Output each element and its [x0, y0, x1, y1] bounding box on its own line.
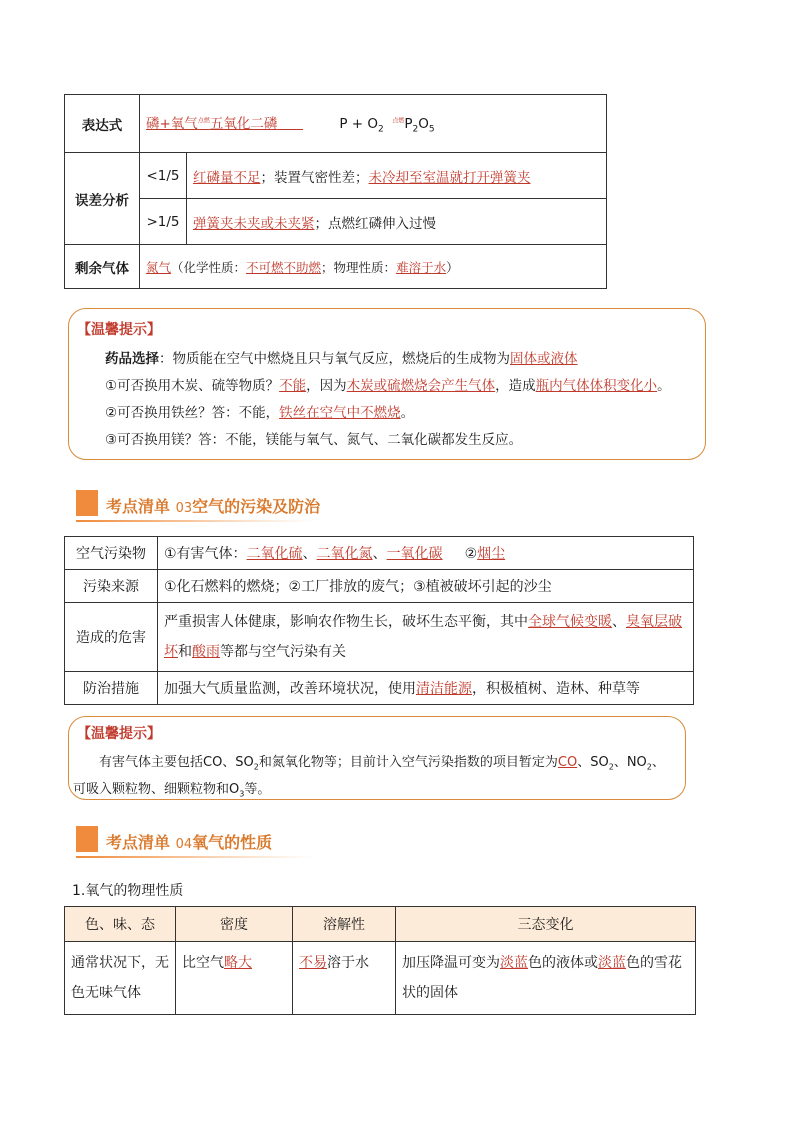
cell-text: 等都与空气污染有关 — [220, 644, 346, 660]
cell-red: 臭氧层破坏 — [164, 614, 682, 660]
cell-appearance: 通常状况下，无色无味气体 — [65, 942, 176, 1015]
formula-right-o: O — [418, 116, 429, 133]
cell-text: 比空气 — [182, 955, 224, 971]
section-underline — [76, 856, 316, 858]
reaction-summary-table — [64, 94, 607, 289]
tip-text: ：物质能在空气中燃烧且只与氧气反应，燃烧后的生成物为 — [159, 351, 510, 367]
tip-red: 不能 — [279, 378, 307, 394]
cell-text: 色的雪花状的固体 — [402, 955, 682, 1001]
tip-line-4: ③可否换用镁？答：不能，镁能与氧气、氮气、二氧化碳都发生反应。 — [105, 432, 523, 448]
remaining-gas-cell — [140, 245, 607, 289]
tip-red: 木炭或硫燃烧会产生气体 — [346, 378, 496, 394]
cell-text: ①有害气体： — [164, 546, 247, 562]
remaining-gas-label: 剩余气体 — [65, 245, 140, 289]
gas-red: 不可燃不助燃 — [246, 259, 322, 275]
sub-heading: 1.氧气的物理性质 — [72, 883, 184, 899]
tip-line-3 — [105, 401, 414, 421]
tip-text: 、NO — [613, 755, 647, 770]
tip-title: 【温馨提示】 — [77, 726, 161, 742]
tip-text: 、SO — [577, 755, 609, 770]
section-name: 空气的污染及防治 — [192, 497, 321, 516]
less-than-label: <1/5 — [140, 153, 187, 199]
cell-text: 和 — [178, 644, 192, 660]
gas-red: 难溶于水 — [396, 259, 447, 275]
cell-text: ，积极植树、造林、种草等 — [472, 681, 640, 697]
sources-label: 污染来源 — [65, 570, 158, 603]
gas-text: ；物理性质： — [321, 259, 397, 275]
tip-text: 可吸入颗粒物、细颗粒物和O — [73, 782, 240, 797]
section-label: 考点清单 — [106, 833, 171, 852]
cell-text: 、 — [372, 546, 387, 562]
cell-red: 烟尘 — [477, 546, 506, 562]
tip-sub: 3 — [239, 789, 245, 799]
cell-red: 全球气候变暖 — [528, 614, 612, 630]
gas-text: ） — [446, 259, 459, 275]
greater-than-label: >1/5 — [140, 199, 187, 245]
tip-sub: 2 — [646, 762, 652, 772]
tip-red: 铁丝在空气中不燃烧 — [279, 405, 401, 421]
tip-text: 。 — [657, 378, 671, 394]
section-underline — [76, 520, 316, 522]
formula-sub: 2 — [378, 124, 384, 135]
formula-condition: 点燃 — [392, 117, 405, 125]
word-equation-right: 五氧化二磷 — [209, 116, 278, 133]
pollutants-label: 空气污染物 — [65, 537, 158, 570]
tip-text: 有害气体主要包括CO、SO — [99, 755, 254, 770]
cell-density — [176, 942, 293, 1015]
tip-line-2 — [105, 374, 671, 394]
cell-text: 加强大气质量监测，改善环境状况，使用 — [164, 681, 416, 697]
tip-text: 等。 — [244, 782, 271, 797]
cell-red: 一氧化碳 — [386, 546, 443, 562]
word-equation-left: 磷+氧气 — [146, 116, 198, 133]
cell-solubility — [293, 942, 396, 1015]
pollutants-cell — [158, 537, 694, 570]
col-header-states: 三态变化 — [396, 907, 696, 942]
formula-right-p: P — [404, 116, 413, 133]
tip-text: ，因为 — [306, 378, 347, 394]
word-condition: 点燃 — [197, 117, 210, 125]
error-analysis-label: 误差分析 — [65, 153, 140, 245]
cell-red: 淡蓝 — [598, 955, 626, 971]
tip-line-1 — [99, 751, 665, 772]
cell-red: 二氧化氮 — [316, 546, 373, 562]
cell-text: 、 — [302, 546, 317, 562]
section-name: 氧气的性质 — [192, 833, 273, 852]
greater-than-causes — [187, 199, 607, 245]
cell-red: 略大 — [224, 955, 252, 971]
cell-red: 二氧化硫 — [246, 546, 303, 562]
sources-cell: ①化石燃料的燃烧；②工厂排放的废气；③植被破坏引起的沙尘 — [158, 570, 694, 603]
cause-red: 未冷却至室温就打开弹簧夹 — [368, 169, 531, 186]
section-number: 03 — [175, 501, 193, 516]
tip-text: ①可否换用木炭、硫等物质？ — [105, 378, 280, 394]
tip-text: 和氮氧化物等；目前计入空气污染指数的项目暂定为 — [258, 755, 558, 770]
harm-label: 造成的危害 — [65, 603, 158, 672]
col-header-solubility: 溶解性 — [293, 907, 396, 942]
section-number: 04 — [175, 837, 193, 852]
cell-red: 酸雨 — [192, 644, 220, 660]
tip-sub: 2 — [253, 762, 259, 772]
tip-red: 固体或液体 — [510, 351, 578, 367]
prevention-label: 防治措施 — [65, 672, 158, 705]
formula-sub: 2 — [412, 124, 419, 135]
cell-text: 溶于水 — [327, 955, 369, 971]
cause-text: ；点燃红磷伸入过慢 — [314, 215, 436, 232]
cell-text: 色的液体或 — [528, 955, 598, 971]
section-bar — [76, 490, 98, 516]
tip-text: ，造成 — [495, 378, 536, 394]
tip-title: 【温馨提示】 — [77, 322, 161, 338]
prevention-cell — [158, 672, 694, 705]
tip-red: 瓶内气体体积变化小 — [535, 378, 658, 394]
less-than-causes — [187, 153, 607, 199]
cause-text: ；装置气密性差； — [260, 169, 369, 186]
cell-red: 不易 — [299, 955, 327, 971]
expression-cell — [140, 95, 607, 153]
section-heading-03 — [76, 490, 376, 530]
gas-name: 氮气 — [146, 259, 172, 275]
section-title — [106, 494, 320, 517]
section-bar — [76, 826, 98, 852]
tip-text: 、 — [651, 755, 665, 770]
tip-red: CO — [557, 755, 578, 770]
section-label: 考点清单 — [106, 497, 171, 516]
cell-text: 严重损害人体健康，影响农作物生长，破坏生态平衡，其中 — [164, 614, 528, 630]
harm-cell — [158, 603, 694, 672]
section-heading-04 — [76, 826, 376, 866]
word-equation — [146, 116, 303, 132]
tip-box-1 — [68, 308, 706, 460]
tip-text: ②可否换用铁丝？答：不能， — [105, 405, 280, 421]
cell-red: 清洁能源 — [416, 681, 472, 697]
gas-text: （化学性质： — [171, 259, 247, 275]
col-header-appearance: 色、味、态 — [65, 907, 176, 942]
cause-red: 弹簧夹未夹或未夹紧 — [193, 215, 315, 232]
tip-line-1 — [105, 347, 578, 367]
cell-states — [396, 942, 696, 1015]
expression-label: 表达式 — [65, 95, 140, 153]
tip-box-2 — [68, 716, 686, 800]
tip-line-2 — [73, 778, 271, 799]
cell-red: 淡蓝 — [500, 955, 528, 971]
chemical-equation — [339, 116, 435, 135]
tip-sub: 2 — [608, 762, 614, 772]
formula-sub: 5 — [428, 124, 435, 135]
tip-text: 。 — [400, 405, 415, 421]
cell-text: 加压降温可变为 — [402, 955, 500, 971]
cell-text: ② — [464, 546, 478, 562]
section-title — [106, 830, 272, 853]
air-pollution-table — [64, 536, 694, 705]
tip-bold: 药品选择 — [105, 351, 159, 367]
col-header-density: 密度 — [176, 907, 293, 942]
cell-text: 、 — [612, 614, 626, 630]
oxygen-physical-properties-table — [64, 906, 696, 1015]
formula-left: P + O — [339, 116, 379, 133]
cause-red: 红磷量不足 — [193, 169, 261, 186]
